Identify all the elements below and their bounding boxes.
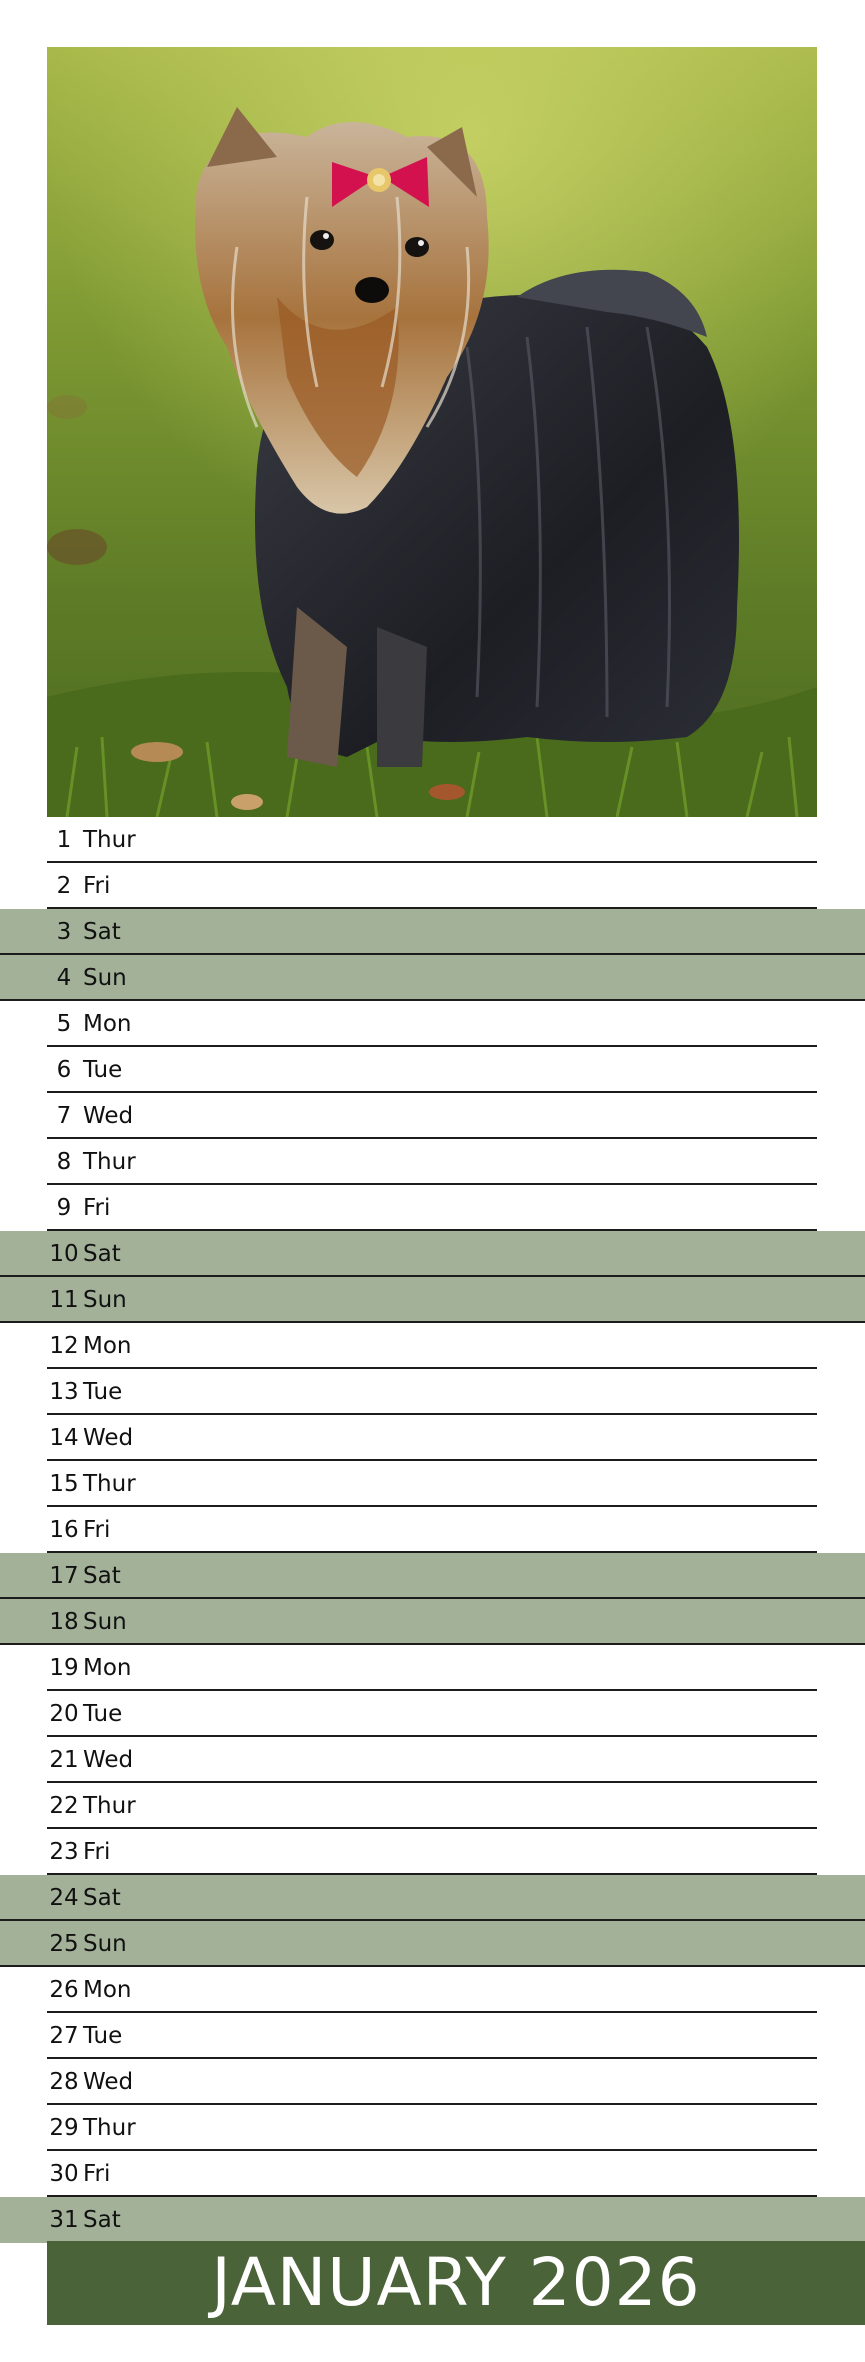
- day-row: [0, 955, 865, 1001]
- day-row: [47, 1369, 817, 1415]
- day-row: [47, 1139, 817, 1185]
- day-row: [47, 1461, 817, 1507]
- day-row: [47, 1829, 817, 1875]
- day-weekday: Wed: [83, 1425, 134, 1451]
- day-weekday: Thur: [83, 827, 136, 853]
- day-number: 18: [49, 1609, 79, 1635]
- day-row: [47, 1645, 817, 1691]
- day-number: 14: [49, 1425, 79, 1451]
- day-row: [0, 1875, 865, 1921]
- day-number: 19: [49, 1655, 79, 1681]
- day-number: 11: [49, 1287, 79, 1313]
- day-row: [47, 817, 817, 863]
- day-row: [47, 2059, 817, 2105]
- day-weekday: Sun: [83, 1287, 127, 1313]
- day-number: 5: [56, 1011, 72, 1037]
- day-number: 27: [49, 2023, 79, 2049]
- day-weekday: Sat: [83, 919, 121, 945]
- day-row: [47, 2013, 817, 2059]
- day-number: 26: [49, 1977, 79, 2003]
- day-weekday: Mon: [83, 1011, 132, 1037]
- day-number: 25: [49, 1931, 79, 1957]
- day-number: 20: [49, 1701, 79, 1727]
- day-number: 2: [56, 873, 72, 899]
- day-weekday: Sat: [83, 2207, 121, 2233]
- day-row: [47, 1507, 817, 1553]
- day-row: [47, 1415, 817, 1461]
- day-row: [0, 1553, 865, 1599]
- day-weekday: Sat: [83, 1563, 121, 1589]
- day-weekday: Fri: [83, 1517, 111, 1543]
- day-weekday: Thur: [83, 1471, 136, 1497]
- day-row: [0, 2197, 865, 2243]
- yorkshire-terrier-illustration: [47, 47, 817, 817]
- day-row: [47, 1093, 817, 1139]
- day-weekday: Sat: [83, 1885, 121, 1911]
- day-row: [0, 1277, 865, 1323]
- day-weekday: Thur: [83, 1149, 136, 1175]
- day-number: 22: [49, 1793, 79, 1819]
- day-row: [47, 2105, 817, 2151]
- day-number: 29: [49, 2115, 79, 2141]
- day-weekday: Sun: [83, 965, 127, 991]
- month-title: JANUARY 2026: [47, 2241, 865, 2325]
- day-weekday: Thur: [83, 1793, 136, 1819]
- day-row: [47, 1001, 817, 1047]
- day-row: [0, 1921, 865, 1967]
- day-row: [0, 1231, 865, 1277]
- day-weekday: Mon: [83, 1333, 132, 1359]
- day-row: [0, 909, 865, 955]
- day-weekday: Tue: [83, 1379, 123, 1405]
- day-weekday: Mon: [83, 1977, 132, 2003]
- day-number: 30: [49, 2161, 79, 2187]
- day-row: [47, 1967, 817, 2013]
- day-number: 15: [49, 1471, 79, 1497]
- day-number: 1: [56, 827, 72, 853]
- day-number: 3: [56, 919, 72, 945]
- day-weekday: Sat: [83, 1241, 121, 1267]
- day-number: 4: [56, 965, 72, 991]
- day-weekday: Sun: [83, 1931, 127, 1957]
- day-number: 13: [49, 1379, 79, 1405]
- day-number: 8: [56, 1149, 72, 1175]
- day-number: 7: [56, 1103, 72, 1129]
- dog-photo: [47, 47, 817, 817]
- day-weekday: Tue: [83, 1057, 123, 1083]
- day-number: 10: [49, 1241, 79, 1267]
- day-weekday: Mon: [83, 1655, 132, 1681]
- day-number: 6: [56, 1057, 72, 1083]
- day-row: [47, 863, 817, 909]
- day-row: [47, 1691, 817, 1737]
- day-weekday: Wed: [83, 1103, 134, 1129]
- day-row: [47, 1047, 817, 1093]
- day-number: 31: [49, 2207, 79, 2233]
- day-row: [47, 2151, 817, 2197]
- day-number: 21: [49, 1747, 79, 1773]
- day-number: 28: [49, 2069, 79, 2095]
- day-row: [47, 1185, 817, 1231]
- day-number: 9: [56, 1195, 72, 1221]
- day-list: [0, 817, 865, 2241]
- day-weekday: Tue: [83, 1701, 123, 1727]
- day-number: 17: [49, 1563, 79, 1589]
- day-row: [47, 1737, 817, 1783]
- day-weekday: Fri: [83, 873, 111, 899]
- day-row: [0, 1599, 865, 1645]
- day-weekday: Fri: [83, 1839, 111, 1865]
- day-number: 24: [49, 1885, 79, 1911]
- day-weekday: Wed: [83, 2069, 134, 2095]
- day-row: [47, 1783, 817, 1829]
- day-weekday: Fri: [83, 1195, 111, 1221]
- day-weekday: Fri: [83, 2161, 111, 2187]
- day-weekday: Wed: [83, 1747, 134, 1773]
- day-weekday: Sun: [83, 1609, 127, 1635]
- day-weekday: Tue: [83, 2023, 123, 2049]
- day-row: [47, 1323, 817, 1369]
- day-weekday: Thur: [83, 2115, 136, 2141]
- day-number: 16: [49, 1517, 79, 1543]
- day-number: 12: [49, 1333, 79, 1359]
- day-number: 23: [49, 1839, 79, 1865]
